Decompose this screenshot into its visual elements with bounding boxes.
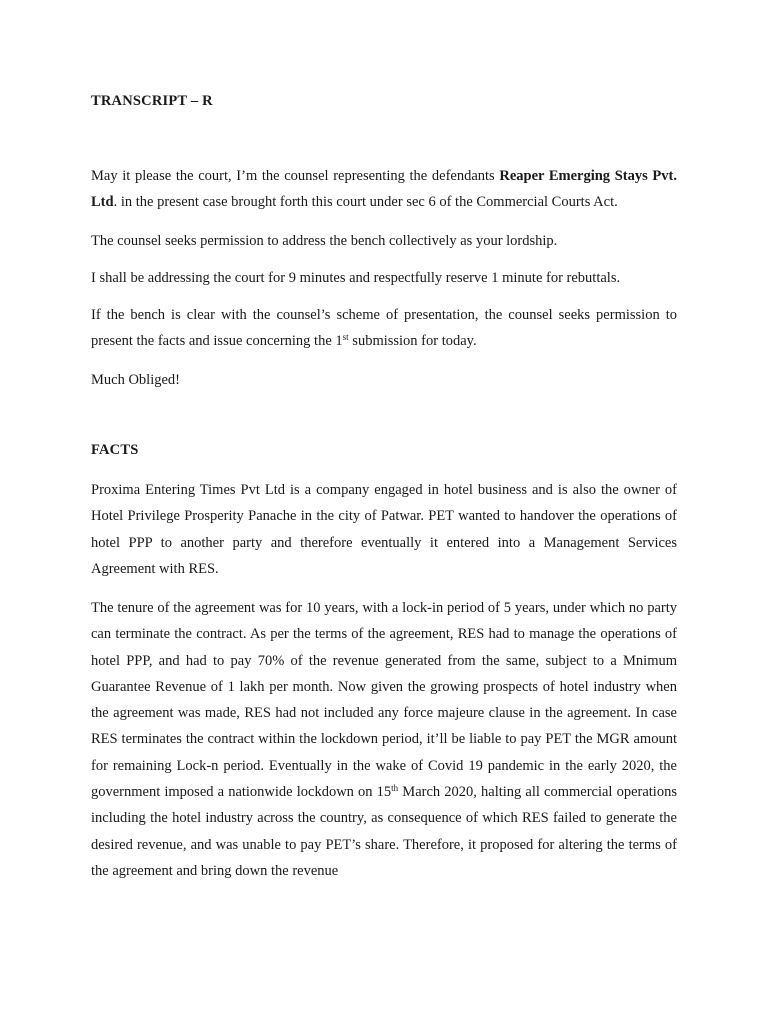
ordinal-superscript: st: [342, 332, 349, 343]
intro-paragraph-4: [91, 302, 677, 355]
intro-p1-text-start: May it please the court, I’m the counsel representing the defendants: [91, 168, 500, 184]
intro-p4-text-start: If the bench is clear with the counsel’s scheme of presentation, the counsel seeks permission to present the facts and issue concerning the 1: [91, 307, 677, 350]
intro-paragraph-2: The counsel seeks permission to address the bench collectively as your lordship.: [91, 233, 558, 249]
facts-paragraph-2: [91, 595, 677, 884]
facts-heading: FACTS: [91, 442, 139, 458]
intro-paragraph-5: Much Obliged!: [91, 372, 180, 388]
intro-paragraph-1: [91, 163, 677, 216]
facts-p2-text-start: The tenure of the agreement was for 10 years, with a lock-in period of 5 years, under which no party can terminate the contract. As per the terms of the agreement, RES had to manage the operations of hotel PPP, and had to pay 70% of the revenue generated from the same, subject to a Mnimum Guarantee Revenue of 1 lakh per month. Now given the growing prospects of hotel industry when the agreement was made, RES had not included any force majeure clause in the agreement. In case RES terminates the contract within the lockdown period, it’ll be liable to pay PET the MGR amount for remaining Lock-n period. Eventually in the wake of Covid 19 pandemic in the early 2020, the government imposed a nationwide lockdown on 15: [91, 600, 677, 801]
ordinal-superscript: th: [391, 783, 399, 794]
document-title: TRANSCRIPT – R: [91, 93, 213, 109]
intro-p4-text-end: submission for today.: [348, 333, 477, 350]
defendant-name: Reaper Emerging Stays Pvt. Ltd: [91, 168, 677, 211]
facts-p2-text-end: March 2020, halting all commercial operations including the hotel industry across the country, as consequence of which RES failed to generate the desired revenue, and was unable to pay PET’s share. Therefore, it proposed for altering the terms of the agreement and bring down the revenue: [91, 784, 677, 879]
facts-paragraph-1: Proxima Entering Times Pvt Ltd is a company engaged in hotel business and is also the owner of Hotel Privilege Prosperity Panache in the city of Patwar. PET wanted to handover the operations of hotel PPP to another party and therefore eventually it entered into a Management Services Agreement with RES.: [91, 482, 677, 577]
intro-p1-text-end: . in the present case brought forth this court under sec 6 of the Commercial Courts Act.: [113, 194, 618, 211]
intro-paragraph-3: I shall be addressing the court for 9 minutes and respectfully reserve 1 minute for rebuttals.: [91, 270, 621, 286]
